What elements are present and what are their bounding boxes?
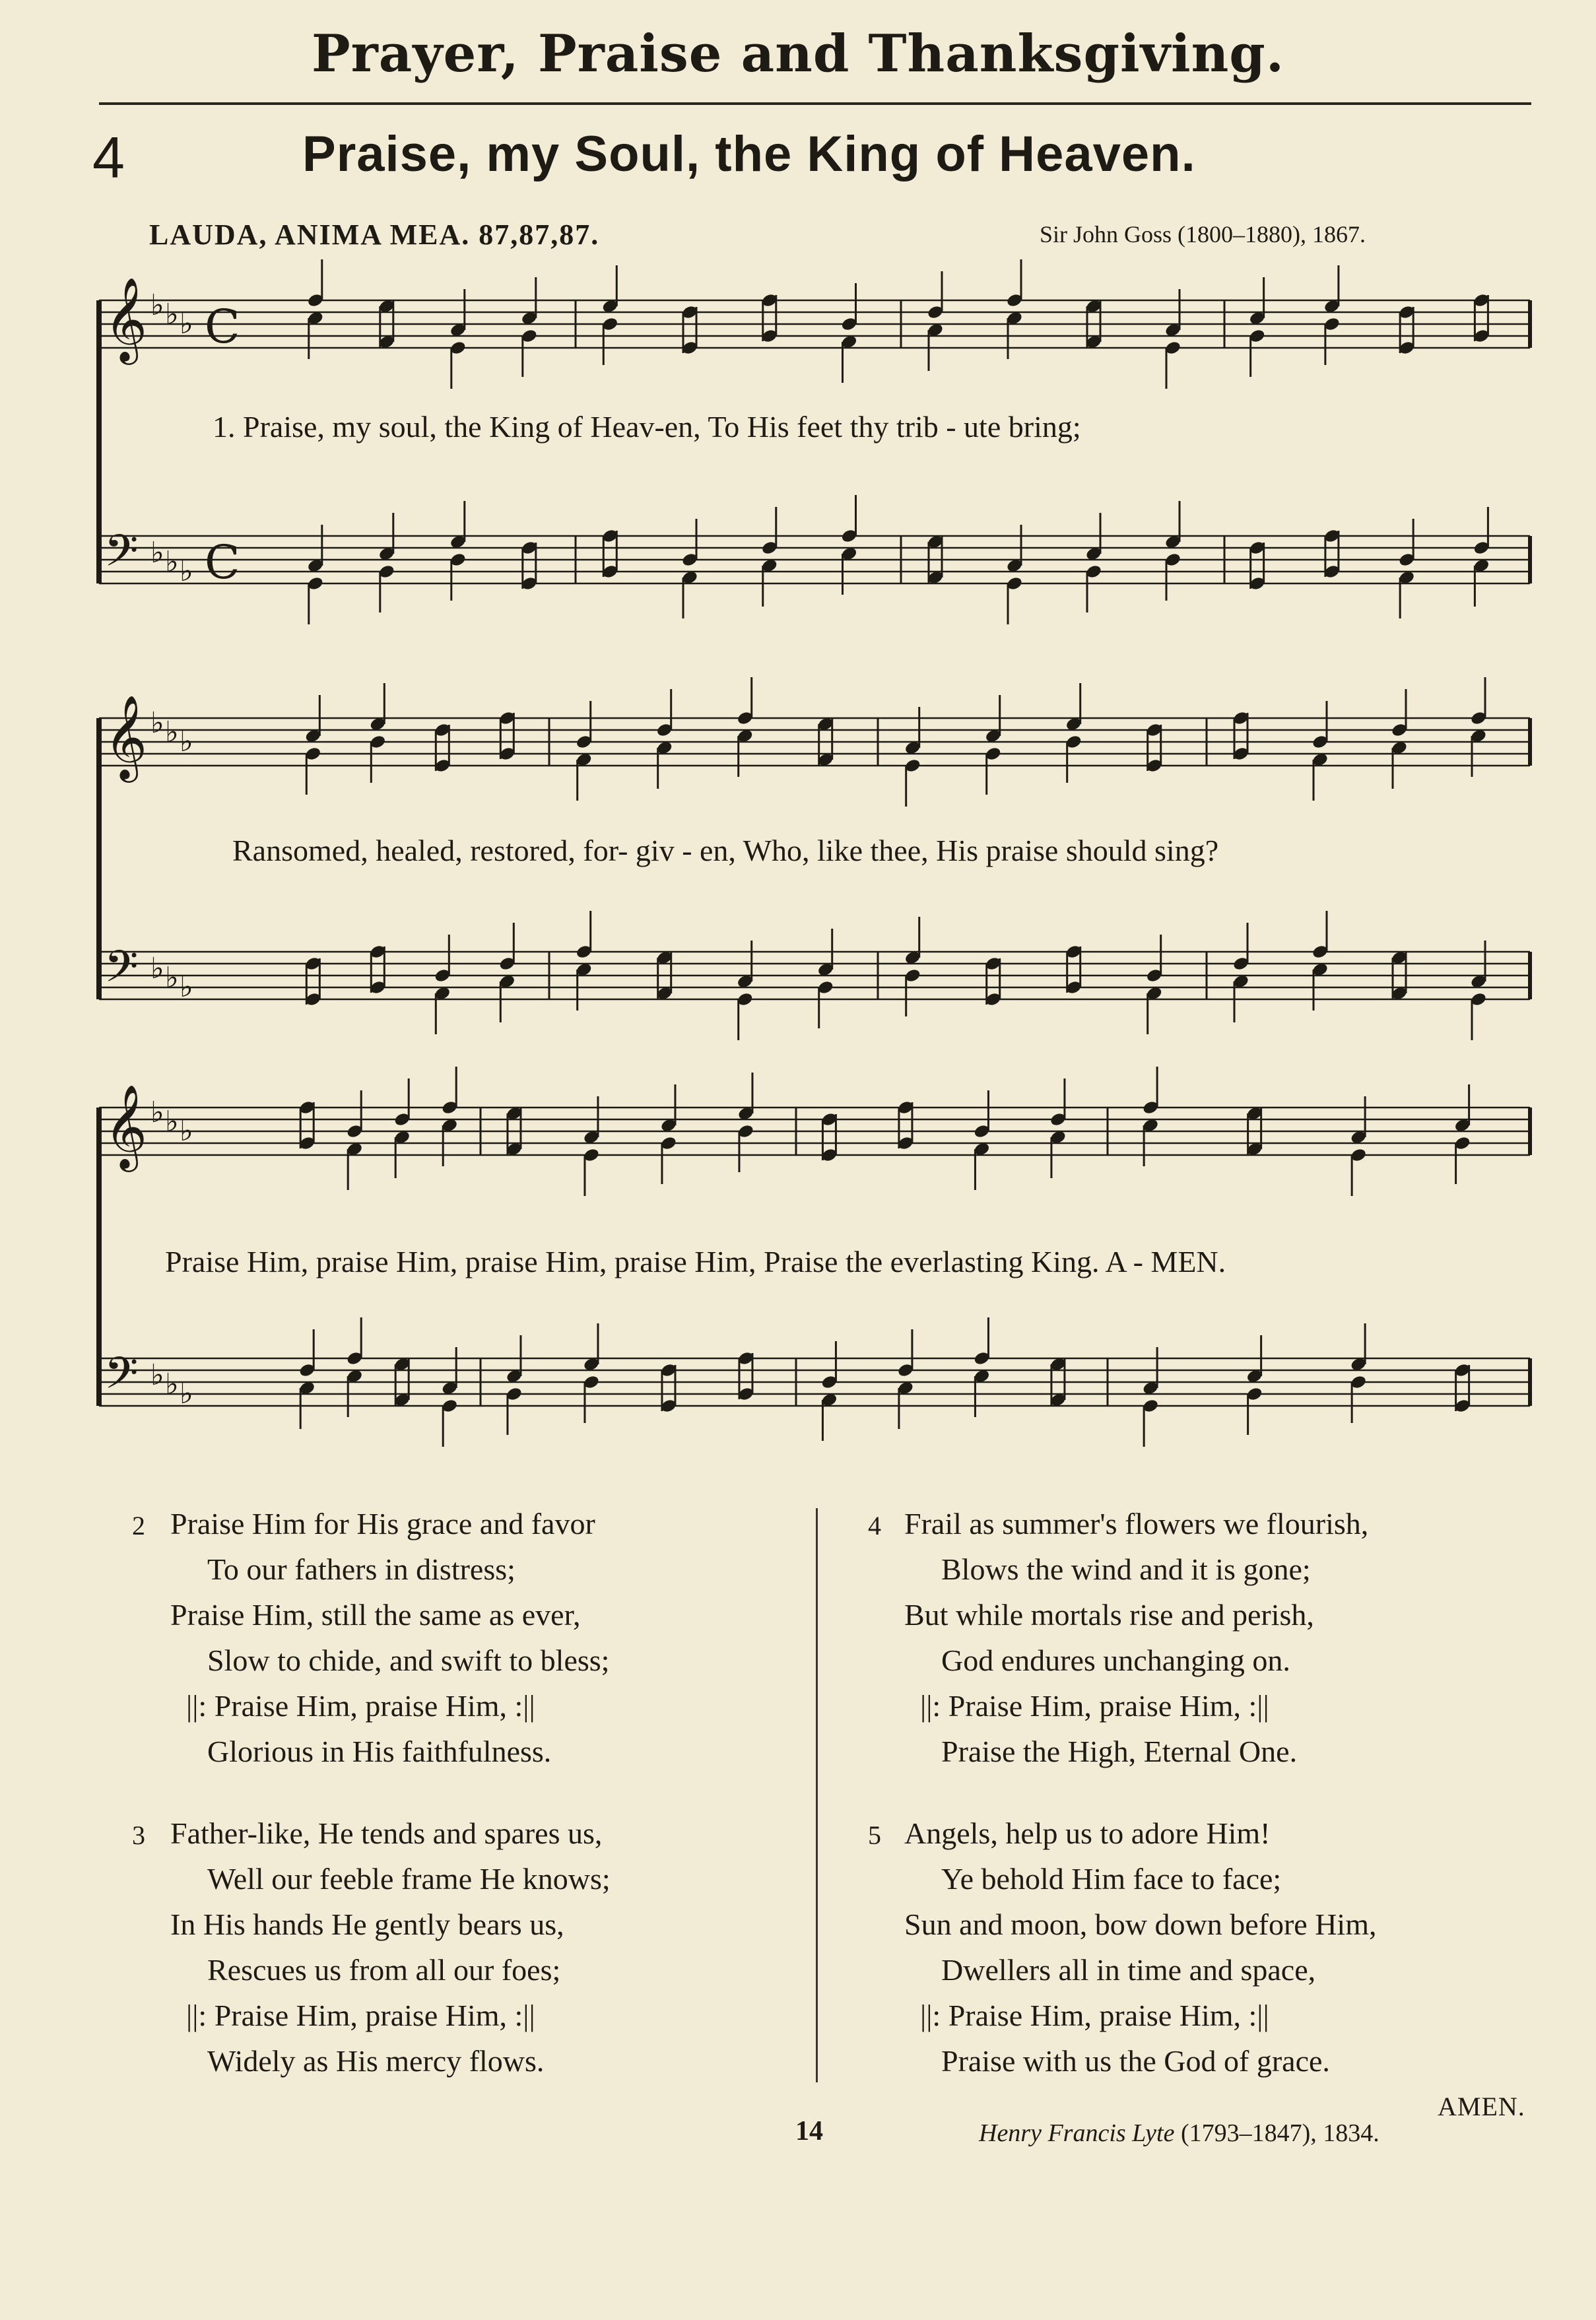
verse-line: Praise Him for His grace and favor bbox=[170, 1507, 595, 1541]
flat-sign-icon: ♭ bbox=[165, 1105, 179, 1139]
verse-line: To our fathers in distress; bbox=[207, 1552, 515, 1586]
verse-line: ||: Praise Him, praise Him, :|| bbox=[186, 1999, 535, 2032]
flat-sign-icon: ♭ bbox=[180, 307, 193, 341]
verse-line: Father-like, He tends and spares us, bbox=[170, 1816, 603, 1850]
amen-label: AMEN. bbox=[1438, 2092, 1525, 2121]
flat-sign-icon: ♭ bbox=[165, 715, 179, 749]
flat-sign-icon: ♭ bbox=[180, 1114, 193, 1148]
verse-line: Well our feeble frame He knows; bbox=[207, 1862, 611, 1896]
flat-sign-icon: ♭ bbox=[180, 725, 193, 758]
verse-line: But while mortals rise and perish, bbox=[904, 1598, 1314, 1632]
flat-sign-icon: ♭ bbox=[165, 545, 179, 579]
verse-line: Widely as His mercy flows. bbox=[207, 2044, 545, 2078]
treble-clef-icon: 𝄞 bbox=[104, 1084, 148, 1168]
verse-line: ||: Praise Him, praise Him, :|| bbox=[920, 1689, 1269, 1723]
verse-line: God endures unchanging on. bbox=[941, 1643, 1290, 1677]
flat-sign-icon: ♭ bbox=[180, 554, 193, 588]
lyric-line-2: Ransomed, healed, restored, for- giv - en, Who, like thee, His praise should sing? bbox=[232, 834, 1219, 867]
hymn-title: Praise, my Soul, the King of Heaven. bbox=[302, 126, 1196, 182]
verse-number: 4 bbox=[868, 1511, 881, 1541]
flat-sign-icon: ♭ bbox=[180, 1377, 193, 1410]
flat-sign-icon: ♭ bbox=[150, 1096, 164, 1129]
flat-sign-icon: ♭ bbox=[150, 706, 164, 740]
tune-name: LAUDA, ANIMA MEA. 87,87,87. bbox=[149, 218, 600, 251]
author-credit bbox=[979, 2119, 1380, 2148]
flat-sign-icon: ♭ bbox=[150, 1358, 164, 1392]
verse-line: Glorious in His faithfulness. bbox=[207, 1735, 552, 1768]
bass-clef-icon: 𝄢 bbox=[104, 941, 139, 1003]
composer-credit: Sir John Goss (1800–1880), 1867. bbox=[1040, 221, 1366, 248]
verse-line: Blows the wind and it is gone; bbox=[941, 1552, 1311, 1586]
hymn-number: 4 bbox=[92, 125, 125, 190]
verse-line: In His hands He gently bears us, bbox=[170, 1907, 564, 1941]
verse-line: Frail as summer's flowers we flourish, bbox=[904, 1507, 1369, 1541]
verse-line: Rescues us from all our foes; bbox=[207, 1953, 561, 1987]
page-number: 14 bbox=[795, 2116, 823, 2146]
verse-line: Angels, help us to adore Him! bbox=[904, 1816, 1271, 1850]
flat-sign-icon: ♭ bbox=[165, 1368, 179, 1401]
verse-line: ||: Praise Him, praise Him, :|| bbox=[920, 1999, 1269, 2032]
author-name: Henry Francis Lyte bbox=[979, 2119, 1175, 2147]
section-title: Prayer, Praise and Thanksgiving. bbox=[311, 24, 1284, 84]
column-divider bbox=[816, 1508, 818, 2082]
verse-line: Slow to chide, and swift to bless; bbox=[207, 1643, 610, 1677]
bass-clef-icon: 𝄢 bbox=[104, 525, 139, 587]
verse-line: Sun and moon, bow down before Him, bbox=[904, 1907, 1377, 1941]
flat-sign-icon: ♭ bbox=[165, 298, 179, 331]
flat-sign-icon: ♭ bbox=[150, 288, 164, 322]
bass-clef-icon: 𝄢 bbox=[104, 1348, 139, 1409]
verse-number: 5 bbox=[868, 1820, 881, 1850]
author-dates: (1793–1847), 1834. bbox=[1174, 2119, 1380, 2147]
verse-line: ||: Praise Him, praise Him, :|| bbox=[186, 1689, 535, 1723]
treble-clef-icon: 𝄞 bbox=[104, 694, 148, 779]
verse-number: 3 bbox=[132, 1820, 145, 1850]
verse-line: Praise with us the God of grace. bbox=[941, 2044, 1330, 2078]
lyric-line-3: Praise Him, praise Him, praise Him, praise Him, Praise the everlasting King. A - MEN. bbox=[165, 1245, 1226, 1278]
time-signature: C bbox=[205, 535, 240, 589]
flat-sign-icon: ♭ bbox=[150, 536, 164, 570]
verse-line: Ye behold Him face to face; bbox=[941, 1862, 1282, 1896]
verse-line: Dwellers all in time and space, bbox=[941, 1953, 1316, 1987]
verse-number: 2 bbox=[132, 1511, 145, 1541]
verse-line: Praise the High, Eternal One. bbox=[941, 1735, 1298, 1768]
verse-line: Praise Him, still the same as ever, bbox=[170, 1598, 581, 1632]
flat-sign-icon: ♭ bbox=[165, 961, 179, 995]
lyric-line-1: 1. Praise, my soul, the King of Heav-en, To His feet thy trib - ute bring; bbox=[213, 410, 1081, 444]
flat-sign-icon: ♭ bbox=[180, 970, 193, 1004]
time-signature: C bbox=[205, 300, 240, 354]
flat-sign-icon: ♭ bbox=[150, 952, 164, 985]
treble-clef-icon: 𝄞 bbox=[104, 277, 148, 361]
